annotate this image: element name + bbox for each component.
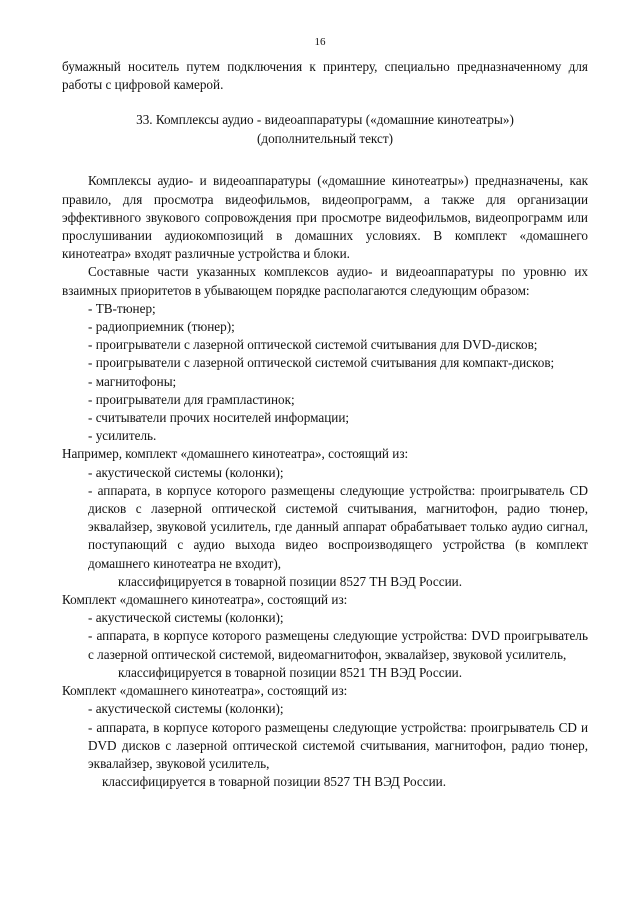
example-3 — [62, 682, 588, 791]
list-item: - проигрыватели с лазерной оптической системой считывания для DVD-дисков; — [88, 337, 538, 353]
page-content — [62, 58, 588, 791]
list-item: - считыватели прочих носителей информации; — [88, 410, 350, 426]
paragraph-priority: Составные части указанных комплексов аудио- и видеоаппаратуры по уровню их взаимных приоритетов в убывающем порядке располагаются следующим образом: — [62, 264, 588, 298]
intro-continuation: бумажный носитель путем подключения к принтеру, специально предназначенному для работы с цифровой камерой. — [62, 59, 588, 93]
section-heading — [62, 110, 588, 148]
list-item: - ТВ-тюнер; — [88, 300, 156, 316]
components-list — [62, 300, 588, 446]
list-item: - проигрыватели для грампластинок; — [88, 391, 295, 407]
section-title: 33. Комплексы аудио - видеоаппаратуры («домашние кинотеатры») — [136, 112, 514, 128]
list-item: - акустической системы (колонки); — [88, 464, 284, 480]
list-item: - усилитель. — [88, 428, 157, 444]
section-subtitle: (дополнительный текст) — [256, 131, 394, 147]
list-item: - аппарата, в корпусе которого размещены следующие устройства: проигрыватель CD и DVD дисков с лазерной оптической системой считывания, магнитофон, радио тюнер, эквалайзер, звуковой усилитель, — [88, 719, 588, 771]
paragraph-purpose: Комплексы аудио- и видеоаппаратуры («домашние кинотеатры») предназначены, как правило, для просмотра видеофильмов, видеопрограмм, а также для организации эффективного звукового сопровождения при просмотре видеофильмов, видеопрограмм или прослушивании аудиокомпозиций в домашних условиях. В комплект «домашнего кинотеатра» входят различные устройства и блоки. — [62, 173, 588, 262]
example-intro: Комплект «домашнего кинотеатра», состоящий из: — [62, 592, 348, 608]
list-item: - проигрыватели с лазерной оптической системой считывания для компакт-дисков; — [88, 355, 555, 371]
example-intro: Комплект «домашнего кинотеатра», состоящий из: — [62, 683, 348, 699]
list-item: - аппарата, в корпусе которого размещены следующие устройства: проигрыватель CD дисков с лазерной оптической системой считывания, магнитофон, радио тюнер, эквалайзер, звуковой усилитель, где данный аппарат обрабатывает только аудио сигнал, поступающий с аудио выхода видео воспроизводящего устройства (в комплект домашнего кинотеатра не входит), — [88, 482, 588, 571]
example-intro: Например, комплект «домашнего кинотеатра», состоящий из: — [62, 446, 409, 462]
classification-line: классифицируется в товарной позиции 8527 ТН ВЭД России. — [118, 573, 463, 589]
classification-line: классифицируется в товарной позиции 8527 ТН ВЭД России. — [102, 774, 447, 790]
page-number: 16 — [314, 36, 326, 48]
example-1 — [62, 445, 588, 591]
list-item: - акустической системы (колонки); — [88, 701, 284, 717]
example-2 — [62, 591, 588, 682]
list-item: - акустической системы (колонки); — [88, 610, 284, 626]
list-item: - радиоприемник (тюнер); — [88, 319, 235, 335]
list-item: - аппарата, в корпусе которого размещены следующие устройства: DVD проигрыватель с лазерной оптической системой, видеомагнитофон, эквалайзер, звуковой усилитель, — [88, 628, 588, 662]
classification-line: классифицируется в товарной позиции 8521 ТН ВЭД России. — [118, 664, 463, 680]
list-item: - магнитофоны; — [88, 373, 177, 389]
